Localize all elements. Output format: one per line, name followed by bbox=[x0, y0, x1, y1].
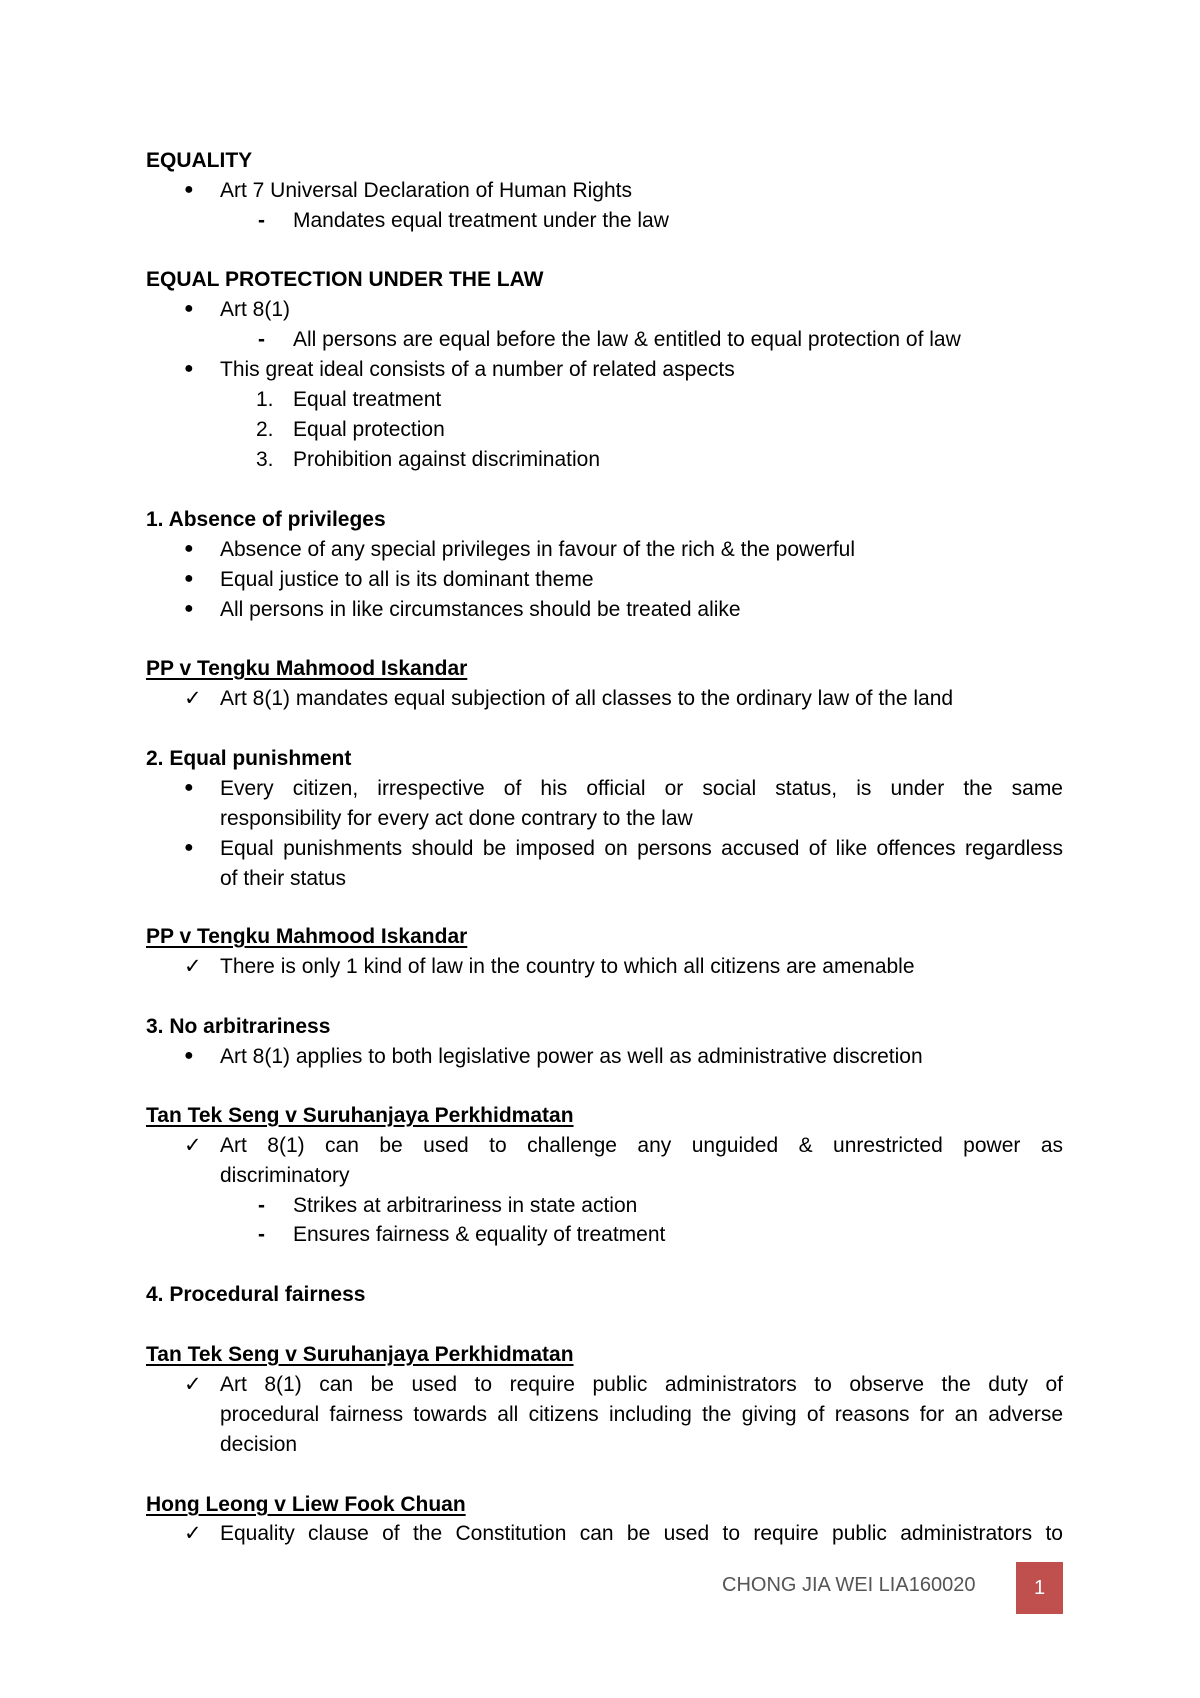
case-title: Tan Tek Seng v Suruhanjaya Perkhidmatan bbox=[146, 1104, 574, 1127]
list-number: 3. bbox=[256, 448, 274, 471]
section-heading-absence-of-privileges: 1. Absence of privileges bbox=[146, 508, 386, 531]
bullet-text: All persons in like circumstances should be treated alike bbox=[220, 598, 741, 621]
checkmark-icon: ✓ bbox=[184, 1522, 202, 1545]
bullet-icon: ● bbox=[184, 360, 194, 377]
numbered-item: Equal treatment bbox=[293, 388, 442, 411]
numbered-item: Prohibition against discrimination bbox=[293, 448, 600, 471]
bullet-icon: ● bbox=[184, 1047, 194, 1064]
check-text-line: Art 8(1) can be used to challenge any unguided & unrestricted power as bbox=[220, 1134, 1063, 1157]
bullet-icon: ● bbox=[184, 540, 194, 557]
section-heading-no-arbitrariness: 3. No arbitrariness bbox=[146, 1015, 331, 1038]
bullet-text: Absence of any special privileges in favour of the rich & the powerful bbox=[220, 538, 856, 561]
numbered-item: Equal protection bbox=[293, 418, 445, 441]
bullet-text: Equal justice to all is its dominant theme bbox=[220, 568, 594, 591]
section-heading-equal-protection: EQUAL PROTECTION UNDER THE LAW bbox=[146, 268, 544, 291]
list-number: 1. bbox=[256, 388, 274, 411]
dash-icon: - bbox=[258, 1194, 265, 1217]
bullet-icon: ● bbox=[184, 600, 194, 617]
page-number-badge: 1 bbox=[1016, 1562, 1063, 1614]
check-text: There is only 1 kind of law in the country to which all citizens are amenable bbox=[220, 955, 915, 978]
dash-icon: - bbox=[258, 209, 265, 232]
checkmark-icon: ✓ bbox=[184, 1373, 202, 1396]
dash-icon: - bbox=[258, 328, 265, 351]
bullet-icon: ● bbox=[184, 300, 194, 317]
bullet-text: Art 8(1) applies to both legislative power as well as administrative discretion bbox=[220, 1045, 923, 1068]
dash-text: Ensures fairness & equality of treatment bbox=[293, 1223, 666, 1246]
footer-author: CHONG JIA WEI LIA160020 bbox=[722, 1574, 976, 1596]
bullet-text: Art 7 Universal Declaration of Human Rights bbox=[220, 179, 633, 202]
case-title: PP v Tengku Mahmood Iskandar bbox=[146, 657, 468, 680]
bullet-text-line: responsibility for every act done contrary to the law bbox=[220, 807, 693, 830]
check-text-line: decision bbox=[220, 1433, 298, 1456]
bullet-text: This great ideal consists of a number of related aspects bbox=[220, 358, 735, 381]
bullet-text-line: of their status bbox=[220, 867, 347, 890]
case-title: PP v Tengku Mahmood Iskandar bbox=[146, 925, 468, 948]
check-text: Art 8(1) mandates equal subjection of all classes to the ordinary law of the land bbox=[220, 687, 954, 710]
checkmark-icon: ✓ bbox=[184, 955, 202, 978]
check-text-line: Art 8(1) can be used to require public administrators to observe the duty of bbox=[220, 1373, 1063, 1396]
dash-text: All persons are equal before the law & entitled to equal protection of law bbox=[293, 328, 961, 351]
section-heading-procedural-fairness: 4. Procedural fairness bbox=[146, 1283, 366, 1306]
check-text-line: procedural fairness towards all citizens including the giving of reasons for an adverse bbox=[220, 1403, 1063, 1426]
bullet-icon: ● bbox=[184, 181, 194, 198]
case-title: Tan Tek Seng v Suruhanjaya Perkhidmatan bbox=[146, 1343, 574, 1366]
checkmark-icon: ✓ bbox=[184, 1134, 202, 1157]
check-text-line: discriminatory bbox=[220, 1164, 350, 1187]
check-text-line: Equality clause of the Constitution can be used to require public administrators to bbox=[220, 1522, 1063, 1545]
section-heading-equal-punishment: 2. Equal punishment bbox=[146, 747, 352, 770]
bullet-icon: ● bbox=[184, 839, 194, 856]
bullet-text-line: Equal punishments should be imposed on persons accused of like offences regardless bbox=[220, 837, 1063, 860]
list-number: 2. bbox=[256, 418, 274, 441]
case-title: Hong Leong v Liew Fook Chuan bbox=[146, 1493, 466, 1516]
dash-text: Mandates equal treatment under the law bbox=[293, 209, 669, 232]
dash-icon: - bbox=[258, 1223, 265, 1246]
checkmark-icon: ✓ bbox=[184, 687, 202, 710]
bullet-text-line: Every citizen, irrespective of his official or social status, is under the same bbox=[220, 777, 1063, 800]
bullet-icon: ● bbox=[184, 779, 194, 796]
dash-text: Strikes at arbitrariness in state action bbox=[293, 1194, 638, 1217]
section-heading-equality: EQUALITY bbox=[146, 149, 253, 172]
bullet-text: Art 8(1) bbox=[220, 298, 291, 321]
bullet-icon: ● bbox=[184, 570, 194, 587]
